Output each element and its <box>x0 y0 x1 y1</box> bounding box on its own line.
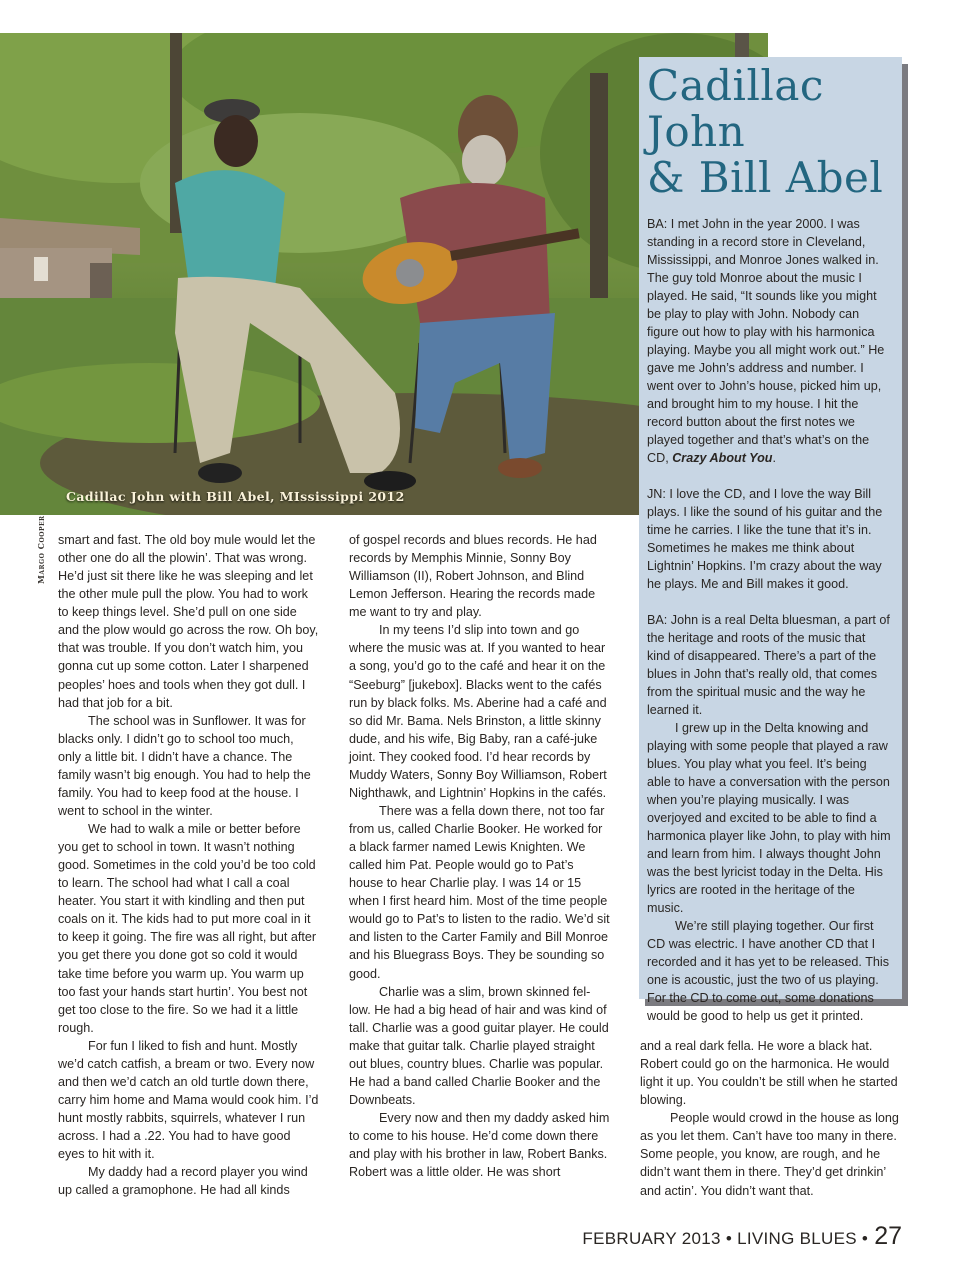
sidebar-body <box>647 215 892 1025</box>
article-paragraph: People would crowd in the house as long as you let them. Can’t have too many in there. Some people, you know, are rough, and he didn’t want them in there. They’d get drinkin’ and actin’. You didn’t want that. <box>640 1111 899 1198</box>
page-footer <box>582 1222 902 1251</box>
article-paragraph: My daddy had a record player you wind up called a gramophone. He had all kinds <box>58 1165 308 1198</box>
sidebar-paragraph: BA: John is a real Delta bluesman, a part of the heritage and roots of the music that kind of disappeared. There’s a part of the blues in John that’s really old, that comes from the spiritual music and the way he learned it. <box>647 613 890 717</box>
article-paragraph: For fun I liked to fish and hunt. Mostly we’d catch catfish, a bream or two. Every now and then we’d catch an old turtle down there, carry him home and Mama would cook him. I’d hunt mostly rabbits, squirrels, whatever I run across. I had a .22. You had to have good eyes to hit with it. <box>58 1038 319 1162</box>
article-column-2 <box>349 531 611 1181</box>
interview-sidebar <box>639 57 902 1023</box>
sidebar-paragraph: JN: I love the CD, and I love the way Bill plays. I like the sound of his guitar and the time he carries. I like the tune that it’s in. Sometimes he makes me think about Lightnin’ Hopkins. I’m crazy about the way he plays. Me and Bill makes it good. <box>647 487 883 591</box>
sidebar-paragraph: We’re still playing together. Our first CD was electric. I have another CD that I recorded and it has yet to be released. This one is acoustic, just the two of us playing. For the CD to come out, some donations would be good to help us get it printed. <box>647 919 889 1023</box>
page-number: 27 <box>874 1222 902 1250</box>
article-paragraph: of gospel records and blues records. He had records by Memphis Minnie, Sonny Boy Williamson (II), Robert Johnson, and Blind Lemon Jefferson. Hearing the records made me want to try and play. <box>349 533 597 620</box>
album-title: Crazy About You <box>672 451 773 465</box>
article-paragraph: smart and fast. The old boy mule would let the other one do all the plowin’. That was wrong. He’d just sit there like he was sleeping and let the other mule pull the plow. You had to work to keep things level. She’d pull on one side and the plow would go across the row. Oh boy, that was trouble. If you don’t watch him, you gonna cut up some cotton. Later I sharpened peoples’ hoes and tools when they got dull. I had that job for a bit. <box>58 533 319 710</box>
article-paragraph: The school was in Sunflower. It was for blacks only. I didn’t go to school too much, only a little bit. I didn’t have a chance. The family wasn’t big enough. You had to help the family. You had to keep food at the house. I went to school in the winter. <box>58 713 311 818</box>
sidebar-title <box>647 63 892 201</box>
article-column-3 <box>640 1037 902 1200</box>
sidebar-paragraph <box>647 215 892 467</box>
photo-caption: Cadillac John with Bill Abel, MIssissippi 2012 <box>66 489 405 504</box>
sidebar-paragraph-text: BA: I met John in the year 2000. I was standing in a record store in Cleveland, Mississippi, and Monroe Jones walked in. The guy told Monroe about the music I played. He said, “It sounds like you might be play to play with John. Nobody can figure out how to play with his harmonica playing. Maybe you all might work out.” He gave me John’s address and number. I went over to John’s house, picked him up, and brought him to my house. I hit the record button about the first notes we played together and that’s what’s on the CD, <box>647 217 885 465</box>
sidebar-title-line-2: & Bill Abel <box>647 153 884 202</box>
article-paragraph: Charlie was a slim, brown skinned fel-low. He had a big head of hair and was kind of tall. Charlie was a good guitar player. He could make that guitar talk. Charlie played straight out blues, country blues. Charlie was popular. He had a band called Charlie Booker and the Downbeats. <box>349 984 609 1107</box>
article-paragraph: Every now and then my daddy asked him to come to his house. He’d come down there and play with his brother in law, Robert Banks. Robert was a little older. He was short <box>349 1111 610 1180</box>
article-paragraph: and a real dark fella. He wore a black hat. Robert could go on the harmonica. He would light it up. You couldn’t be still when he started blowing. <box>640 1039 898 1108</box>
article-column-1 <box>58 531 320 1199</box>
photo-credit: Margo Cooper <box>36 515 46 584</box>
sidebar-paragraph: I grew up in the Delta knowing and playing with some people that played a raw blues. You play what you feel. It’s being able to have a conversation with the person when you’re playing musically. I was overjoyed and excited to be able to find a harmonica player like John, to play with him and learn from him. I always thought John was the best lyricist today in the Delta. His lyrics are rooted in the heritage of the music. <box>647 721 891 915</box>
sidebar-title-line-1: Cadillac John <box>647 61 824 156</box>
issue-label: FEBRUARY 2013 • LIVING BLUES • <box>582 1229 869 1248</box>
article-paragraph: In my teens I’d slip into town and go where the music was at. If you wanted to hear a song, you’d go to the café and hear it on the “Seeburg” [jukebox]. Blacks went to the cafés run by black folks. Ms. Aberine had a café and so did Mr. Bama. Nels Brinston, a little skinny dude, and his wife, Big Baby, ran a café-juke joint. They cooked food. I’d hear records by Muddy Waters, Sonny Boy Williamson, Robert Nighthawk, and Lightnin’ Hopkins in the cafés. <box>349 623 607 800</box>
article-paragraph: There was a fella down there, not too far from us, called Charlie Booker. He worked for a black farmer named Lewis Knighten. We called him Pat. People would go to Pat’s house to hear Charlie play. I was 14 or 15 when I first heard him. Most of the time people would go to Pat’s to listen to the radio. We’d sit and listen to the Carter Family and Bill Monroe and his Bluegrass Boys. They be sounding so good. <box>349 803 610 981</box>
sidebar-paragraph-end: . <box>772 451 776 465</box>
article-paragraph: We had to walk a mile or better before you get to school in town. It wasn’t nothing good. Sometimes in the cold you’d be too cold to learn. The school had what I call a coal heater. You start it with kindling and then put coals on it. The kids had to put more coal in it to keep it going. The fire was all right, but after you get there you done got so cold it would take time before you warm up. You warm up too fast your hands start hurtin’. You best not get too close to the fire. So we had it a little rough. <box>58 822 317 1035</box>
